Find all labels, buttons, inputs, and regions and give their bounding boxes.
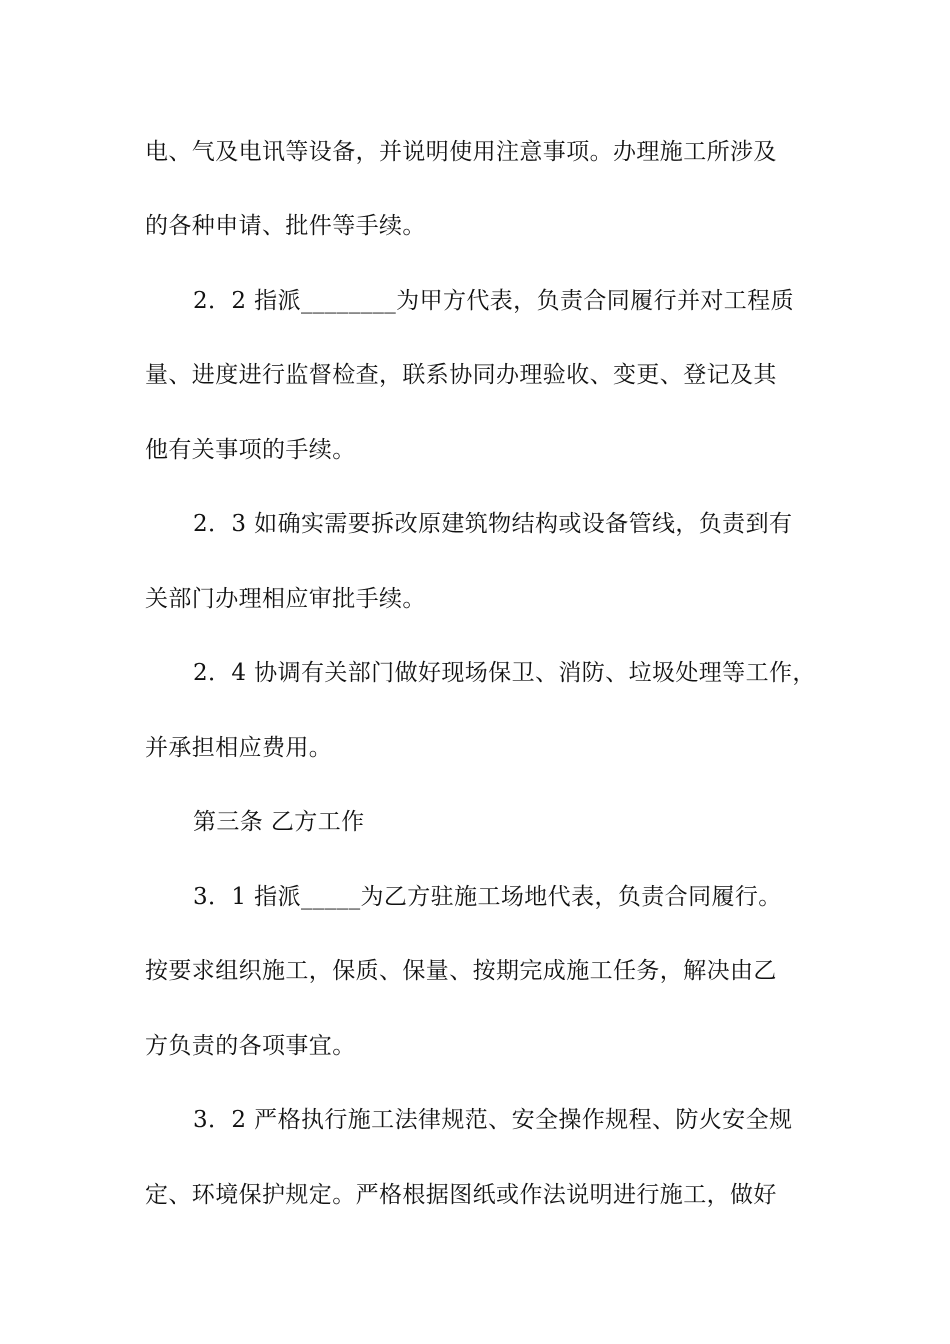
clause-2-2-line: 2．2 指派________为甲方代表，负责合同履行并对工程质 <box>193 288 794 314</box>
clause-2-4-line: 2．4 协调有关部门做好现场保卫、消防、垃圾处理等工作， <box>193 660 816 686</box>
body-text-line: 按要求组织施工，保质、保量、按期完成施工任务，解决由乙 <box>145 958 777 984</box>
clause-3-2-line: 3．2 严格执行施工法律规范、安全操作规程、防火安全规 <box>193 1107 793 1133</box>
body-text-line: 并承担相应费用。 <box>145 735 333 761</box>
body-text-line: 量、进度进行监督检查，联系协同办理验收、变更、登记及其 <box>145 362 777 388</box>
body-text-line: 定、环境保护规定。严格根据图纸或作法说明进行施工，做好 <box>145 1182 777 1208</box>
clause-3-1-line: 3．1 指派_____为乙方驻施工场地代表，负责合同履行。 <box>193 884 782 910</box>
article-3-heading: 第三条 乙方工作 <box>193 809 365 835</box>
body-text-line: 关部门办理相应审批手续。 <box>145 586 426 612</box>
body-text-line: 的各种申请、批件等手续。 <box>145 213 426 239</box>
body-text-line: 电、气及电讯等设备，并说明使用注意事项。办理施工所涉及 <box>145 139 777 165</box>
clause-2-3-line: 2．3 如确实需要拆改原建筑物结构或设备管线，负责到有 <box>193 511 793 537</box>
body-text-line: 他有关事项的手续。 <box>145 437 356 463</box>
body-text-line: 方负责的各项事宜。 <box>145 1033 356 1059</box>
